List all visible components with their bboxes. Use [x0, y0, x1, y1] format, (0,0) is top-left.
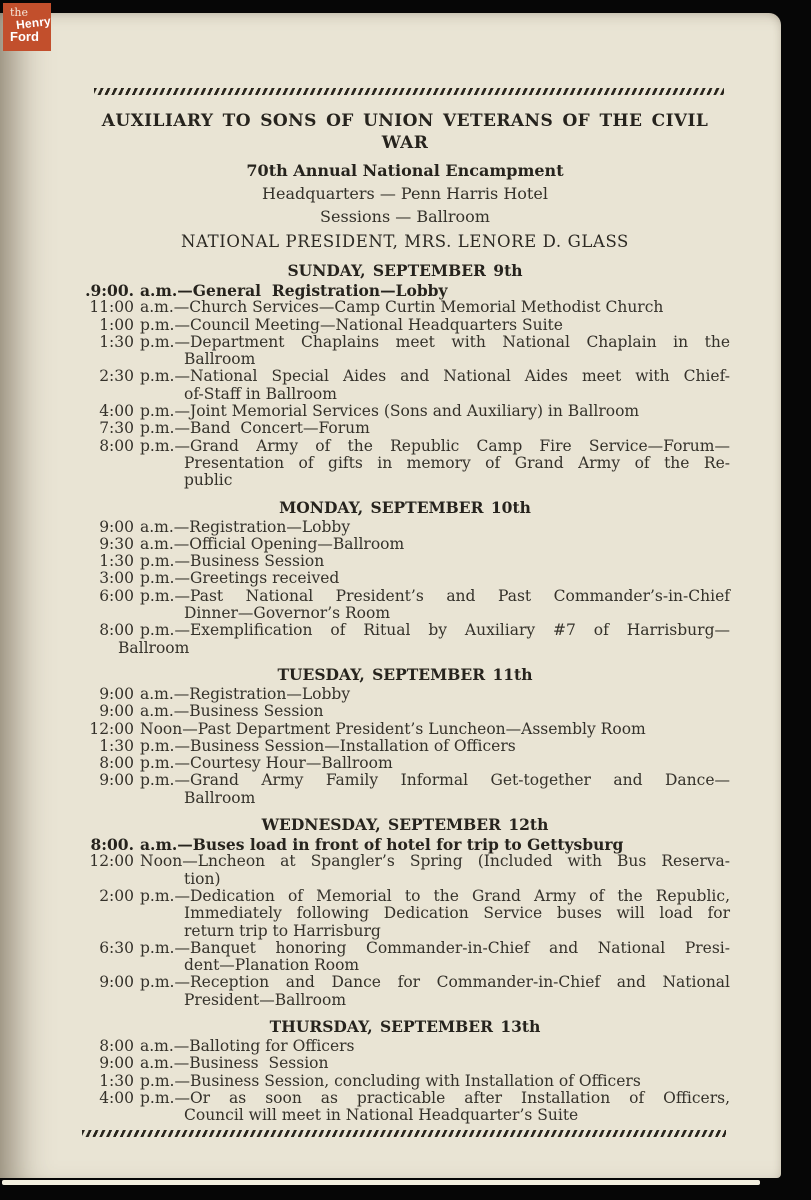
- schedule-event: [80, 553, 730, 570]
- event-body: [140, 536, 730, 553]
- schedule-event: [80, 1055, 730, 1072]
- event-text-line: p.m.—Band Concert—Forum: [140, 419, 370, 438]
- event-time: 9:00: [99, 517, 134, 536]
- event-body: [140, 519, 730, 536]
- schedule-event: [80, 334, 730, 369]
- event-time: 1:00: [99, 315, 134, 334]
- event-text-line: President—Ballroom: [184, 990, 347, 1009]
- schedule-event: [80, 755, 730, 772]
- event-text-line: p.m.—Past National President’s and Past Commander’s-in-Chief: [140, 586, 730, 605]
- event-time: 7:30: [99, 419, 134, 438]
- event-text-line: of-Staff in Ballroom: [184, 384, 337, 403]
- event-text-line: p.m.—Grand Army Family Informal Get-together and Dance—: [140, 771, 730, 790]
- event-time: 12:00: [89, 719, 134, 738]
- event-text-line: Noon—Past Department President’s Luncheon—Assembly Room: [140, 719, 646, 738]
- schedule-event: [80, 438, 730, 490]
- event-text-line: a.m.—Buses load in front of hotel for trip to Gettysburg: [140, 835, 624, 855]
- event-time: 1:30: [99, 736, 134, 755]
- event-text-line: Noon—Lncheon at Spangler’s Spring (Included with Bus Reserva-: [140, 852, 730, 871]
- event-body: [140, 755, 730, 772]
- event-time: 11:00: [89, 298, 134, 317]
- event-time: 8:00: [99, 1036, 134, 1055]
- event-time: .9:00.: [85, 281, 134, 300]
- event-body: [140, 686, 730, 703]
- event-body: [140, 1073, 730, 1090]
- event-text-line: p.m.—Courtesy Hour—Ballroom: [140, 754, 393, 773]
- event-body: [140, 317, 730, 334]
- event-text-line: a.m.—Business Session: [140, 702, 324, 721]
- event-time: 3:00: [99, 569, 134, 588]
- schedule-event: [80, 622, 730, 657]
- document-subtitle: 70th Annual National Encampment: [246, 161, 564, 180]
- event-text-line: p.m.—Reception and Dance for Commander-in-Chief and National: [140, 973, 730, 992]
- event-text-line: Ballroom: [118, 638, 190, 657]
- event-body: [140, 282, 730, 299]
- event-text-line: p.m.—Business Session, concluding with Installation of Officers: [140, 1071, 641, 1090]
- event-text-line: a.m.—Business Session: [140, 1054, 329, 1073]
- event-body: [140, 1090, 730, 1125]
- event-time: 12:00: [89, 852, 134, 871]
- event-body: [140, 853, 730, 888]
- section-heading: MONDAY, SEPTEMBER 10th: [279, 497, 531, 517]
- national-president-line: NATIONAL PRESIDENT, MRS. LENORE D. GLASS: [181, 232, 629, 251]
- event-time: 9:00: [99, 771, 134, 790]
- schedule-event: [80, 420, 730, 437]
- logo-text-henry: Henry: [15, 13, 52, 33]
- event-time: 9:00: [99, 702, 134, 721]
- document-title: AUXILIARY TO SONS OF UNION VETERANS OF THE CIVIL WAR: [101, 111, 709, 153]
- event-text-line: p.m.—Joint Memorial Services (Sons and Auxiliary) in Ballroom: [140, 402, 640, 421]
- event-text-line: Council will meet in National Headquarter’s Suite: [184, 1106, 579, 1125]
- event-body: [140, 974, 730, 1009]
- schedule-event: [80, 570, 730, 587]
- page-bottom-edge: [2, 1180, 760, 1185]
- schedule-event: [80, 888, 730, 940]
- event-body: [140, 334, 730, 369]
- schedule-event: [80, 1038, 730, 1055]
- event-body: [140, 588, 730, 623]
- schedule-event: [80, 403, 730, 420]
- schedule-event: [80, 721, 730, 738]
- event-body: [140, 368, 730, 403]
- section-heading: THURSDAY, SEPTEMBER 13th: [269, 1016, 541, 1036]
- event-text-line: a.m.—Registration—Lobby: [140, 517, 351, 536]
- event-body: [118, 621, 730, 657]
- event-text-line: a.m.—Registration—Lobby: [140, 684, 351, 703]
- schedule-event: [80, 1090, 730, 1125]
- henry-ford-logo: [3, 3, 51, 51]
- event-body: [140, 836, 730, 853]
- document-page: [0, 13, 781, 1178]
- event-text-line: p.m.—Or as soon as practicable after Installation of Officers,: [140, 1088, 730, 1107]
- event-body: [140, 738, 730, 755]
- event-time: 1:30: [99, 552, 134, 571]
- event-time: 4:00: [99, 1088, 134, 1107]
- event-body: [140, 772, 730, 807]
- event-body: [140, 703, 730, 720]
- event-text-line: Presentation of gifts in memory of Grand Army of the Re-: [184, 453, 730, 472]
- event-text-line: Ballroom: [184, 350, 256, 369]
- event-time: 4:00: [99, 402, 134, 421]
- event-text-line: a.m.—Balloting for Officers: [140, 1036, 355, 1055]
- schedule-event: [80, 317, 730, 334]
- headquarters-line: Headquarters — Penn Harris Hotel: [262, 184, 548, 203]
- logo-text-ford: Ford: [10, 29, 39, 44]
- section-heading: TUESDAY, SEPTEMBER 11th: [277, 664, 533, 684]
- schedule-event: [80, 368, 730, 403]
- event-text-line: p.m.—National Special Aides and National Aides meet with Chief-: [140, 367, 730, 386]
- event-time: 8:00: [99, 754, 134, 773]
- schedule-event: [80, 536, 730, 553]
- event-text-line: public: [184, 471, 233, 490]
- event-text-line: p.m.—Banquet honoring Commander-in-Chief and National Presi-: [140, 938, 730, 957]
- sessions-line: Sessions — Ballroom: [320, 207, 490, 226]
- schedule-event: [80, 703, 730, 720]
- event-text-line: Immediately following Dedication Service buses will load for: [184, 904, 730, 923]
- schedule: [80, 261, 730, 1124]
- event-text-line: Dinner—Governor’s Room: [184, 604, 391, 623]
- event-text-line: p.m.—Department Chaplains meet with National Chaplain in the: [140, 332, 730, 351]
- event-body: [140, 1038, 730, 1055]
- event-body: [140, 553, 730, 570]
- schedule-event: [80, 853, 730, 888]
- event-time: 8:00: [99, 621, 134, 640]
- event-text-line: dent—Planation Room: [184, 956, 360, 975]
- event-body: [140, 1055, 730, 1072]
- page-content: [80, 13, 730, 1137]
- event-text-line: p.m.—Business Session: [140, 552, 325, 571]
- event-text-line: Ballroom: [184, 788, 256, 807]
- event-text-line: p.m.—Grand Army of the Republic Camp Fire Service—Forum—: [140, 436, 730, 455]
- schedule-event: [80, 772, 730, 807]
- rope-border-bottom: [82, 1130, 726, 1137]
- event-body: [140, 888, 730, 940]
- schedule-event: [80, 836, 730, 853]
- schedule-event: [80, 519, 730, 536]
- event-text-line: a.m.—General Registration—Lobby: [140, 281, 448, 300]
- event-text-line: a.m.—Church Services—Camp Curtin Memorial Methodist Church: [140, 298, 664, 317]
- event-text-line: p.m.—Business Session—Installation of Officers: [140, 736, 516, 755]
- event-time: 8:00: [99, 436, 134, 455]
- event-text-line: a.m.—Official Opening—Ballroom: [140, 534, 405, 553]
- schedule-event: [80, 974, 730, 1009]
- event-time: 9:00: [99, 1054, 134, 1073]
- event-text-line: p.m.—Greetings received: [140, 569, 340, 588]
- schedule-event: [80, 588, 730, 623]
- event-time: 8:00.: [90, 835, 134, 855]
- event-body: [140, 299, 730, 316]
- event-text-line: p.m.—Dedication of Memorial to the Grand Army of the Republic,: [140, 886, 730, 905]
- event-body: [140, 940, 730, 975]
- event-text-line: tion): [184, 869, 221, 888]
- schedule-event: [80, 940, 730, 975]
- event-time: 6:00: [99, 586, 134, 605]
- schedule-event: [80, 686, 730, 703]
- event-time: 2:30: [99, 367, 134, 386]
- event-text-line: p.m.—Council Meeting—National Headquarters Suite: [140, 315, 563, 334]
- event-body: [140, 721, 730, 738]
- event-time: 9:30: [99, 534, 134, 553]
- section-heading: WEDNESDAY, SEPTEMBER 12th: [261, 815, 549, 835]
- event-text-line: p.m.—Exemplification of Ritual by Auxiliary #7 of Harrisburg—: [140, 621, 730, 640]
- event-text-line: return trip to Harrisburg: [184, 921, 381, 940]
- event-time: 9:00: [99, 973, 134, 992]
- event-body: [140, 403, 730, 420]
- event-time: 9:00: [99, 684, 134, 703]
- event-time: 1:30: [99, 1071, 134, 1090]
- section-heading: SUNDAY, SEPTEMBER 9th: [287, 261, 523, 280]
- rope-border-top: [94, 88, 724, 95]
- event-body: [140, 570, 730, 587]
- logo-text-the: the: [10, 6, 29, 19]
- event-body: [140, 438, 730, 490]
- event-body: [140, 420, 730, 437]
- schedule-event: [80, 282, 730, 299]
- schedule-event: [80, 299, 730, 316]
- schedule-event: [80, 1073, 730, 1090]
- schedule-event: [80, 738, 730, 755]
- event-time: 1:30: [99, 332, 134, 351]
- event-time: 6:30: [99, 938, 134, 957]
- event-time: 2:00: [99, 886, 134, 905]
